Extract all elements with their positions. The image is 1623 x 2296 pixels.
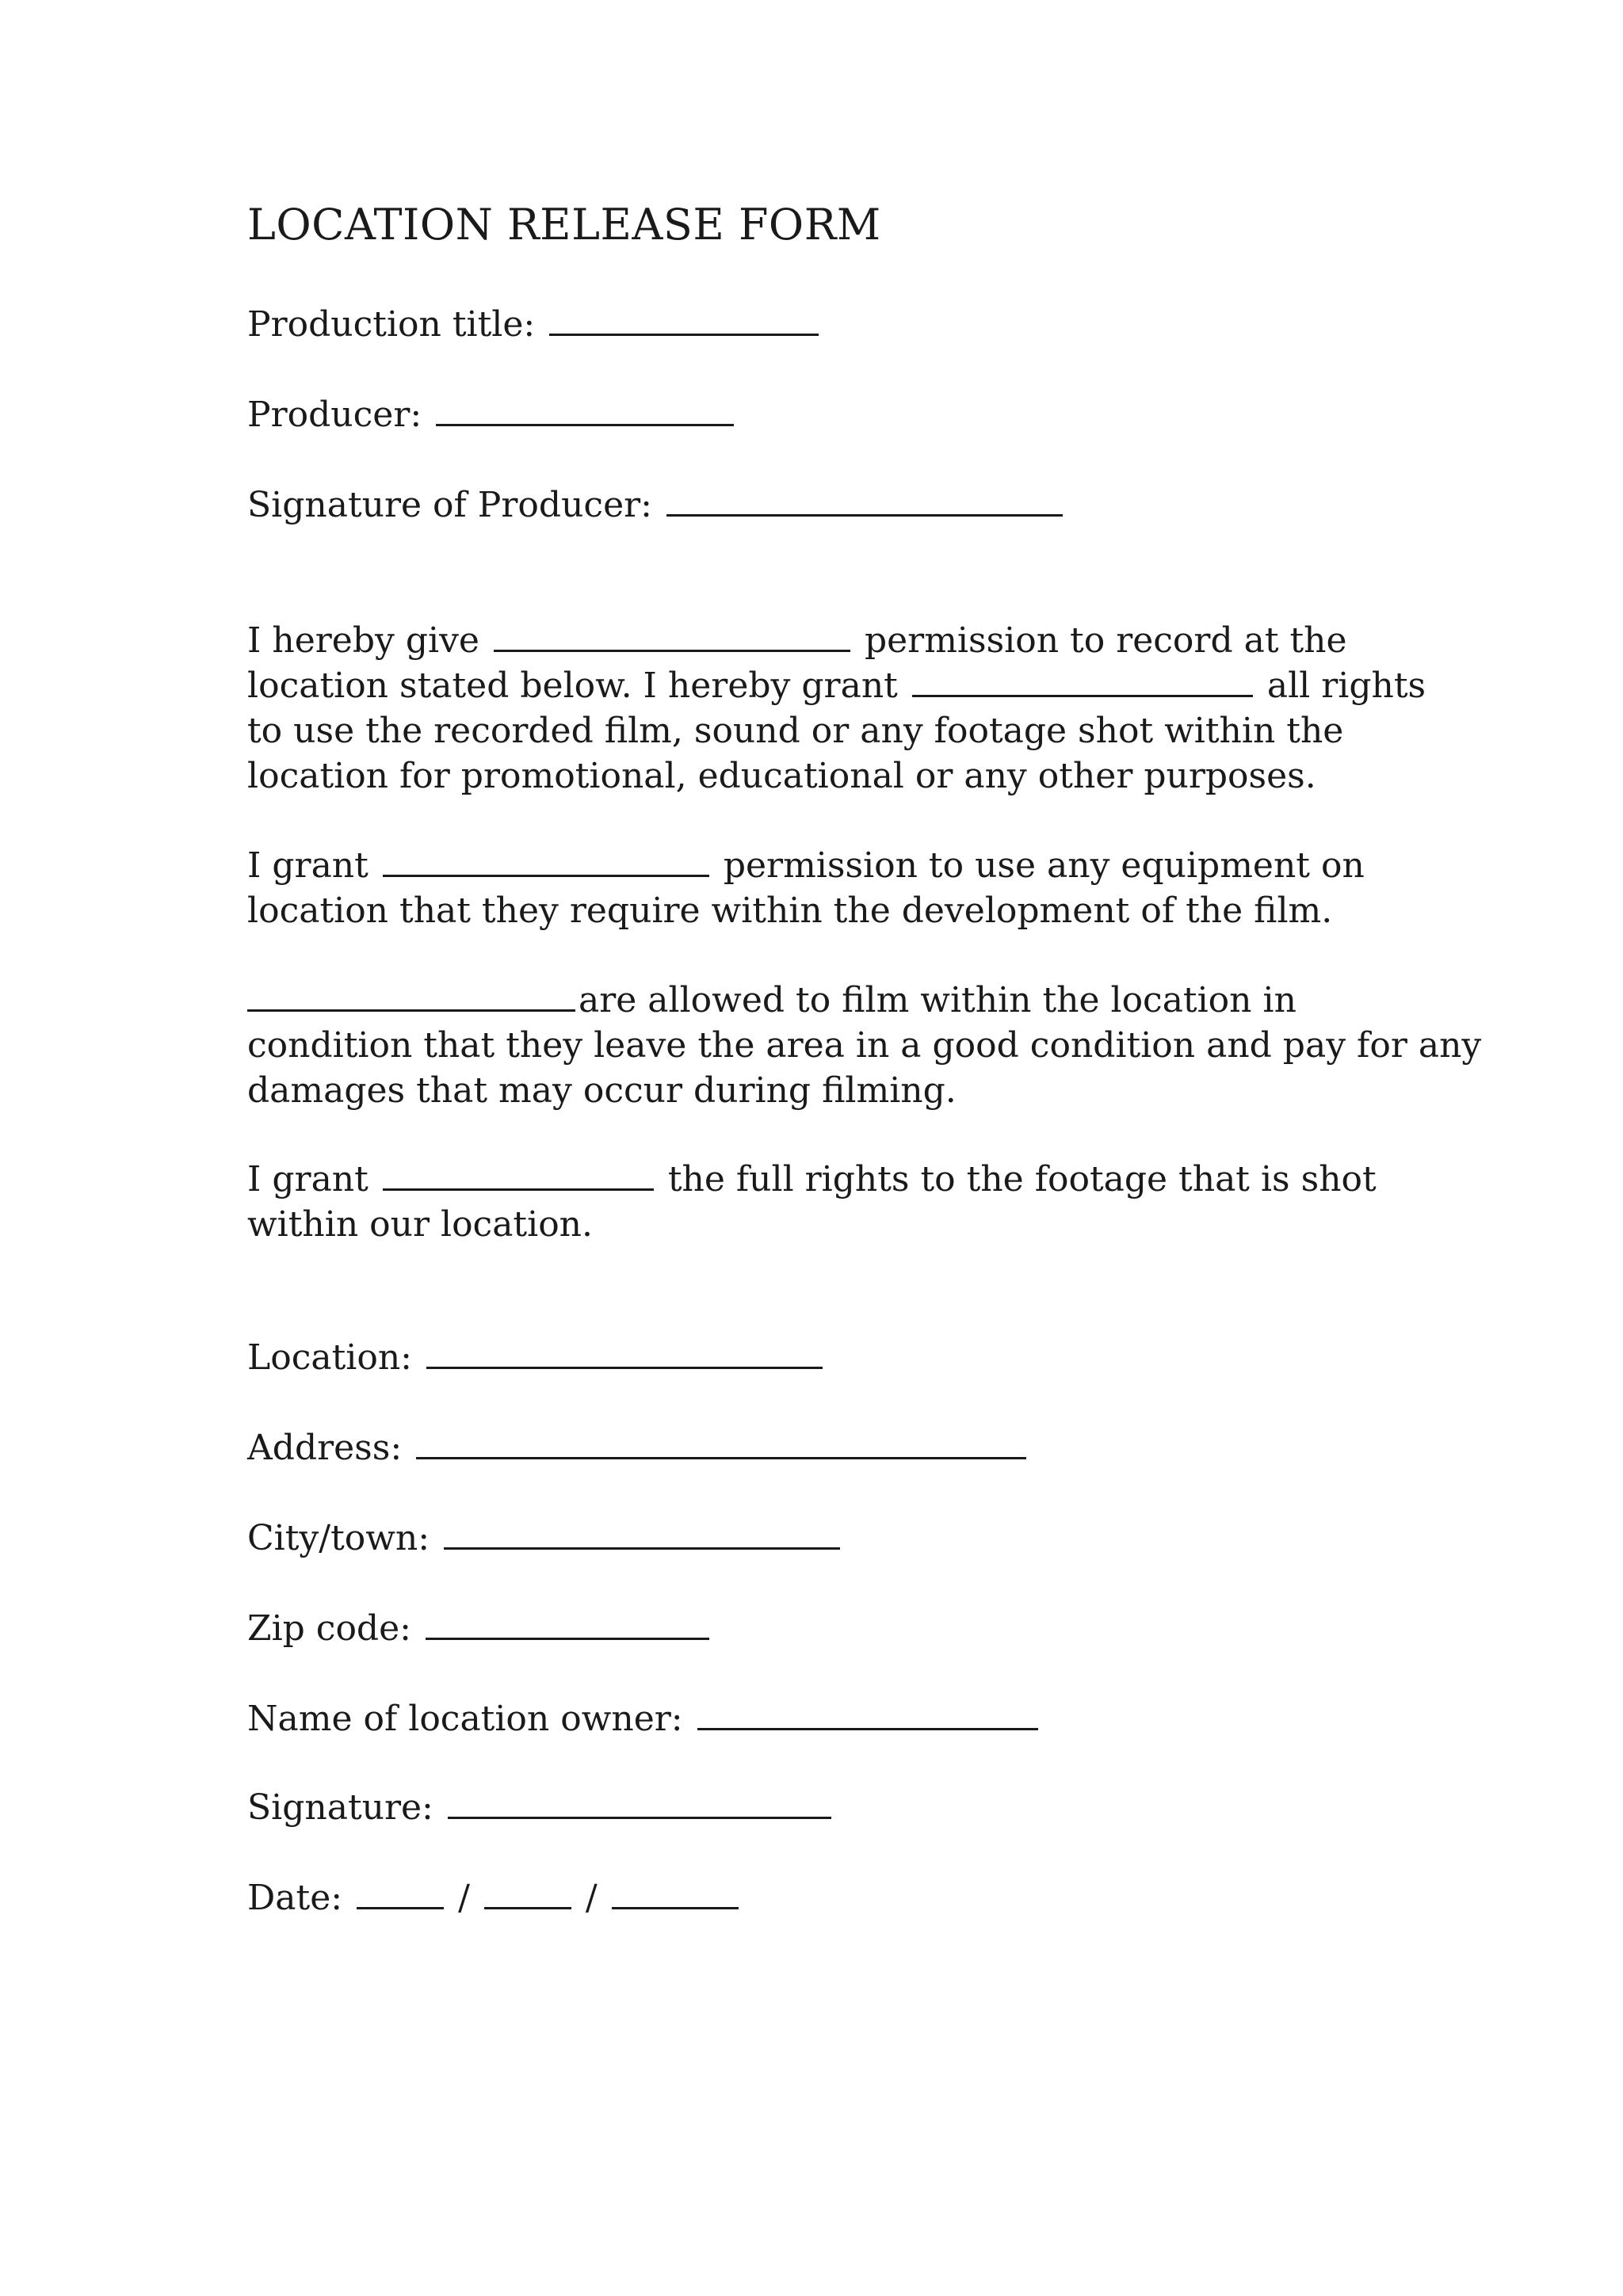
signature-label: Signature: [247,1787,433,1828]
signature-field [247,1786,834,1830]
paragraph-line [247,978,1404,1023]
paragraph-line: damages that may occur during filming. [247,1070,957,1111]
signature-of-producer-blank[interactable] [666,484,1063,517]
city-town-blank[interactable] [444,1517,840,1550]
location-field [247,1336,826,1380]
paragraph-text: I hereby give [247,620,479,661]
paragraph-text: are allowed to film within the location in [579,980,1296,1020]
signature-blank[interactable] [448,1787,831,1819]
date-year-blank[interactable] [612,1877,739,1909]
footage-grantee-blank[interactable] [383,1158,654,1191]
date-field [247,1876,742,1920]
date-label: Date: [247,1878,343,1918]
paragraph-line: to use the recorded film, sound or any footage shot within the [247,711,1344,751]
paragraph-text: permission to use any equipment on [723,845,1365,886]
signature-of-producer-label: Signature of Producer: [247,485,652,525]
paragraph-line: within our location. [247,1204,594,1245]
equipment-grantee-blank[interactable] [383,845,709,877]
filming-condition-paragraph [247,978,1482,1113]
paragraph-text: I grant [247,1159,369,1199]
zip-code-field [247,1607,712,1651]
paragraph-line: location for promotional, educational or any other purposes. [247,756,1316,796]
zip-code-label: Zip code: [247,1608,411,1649]
address-blank[interactable] [416,1427,1026,1459]
date-month-blank[interactable] [357,1877,444,1909]
location-owner-blank[interactable] [697,1698,1038,1730]
filming-party-blank[interactable] [247,979,575,1012]
footage-rights-paragraph [247,1157,1404,1247]
paragraph-text: I grant [247,845,369,886]
paragraph-text: all rights [1266,666,1426,706]
location-owner-label: Name of location owner: [247,1699,683,1739]
address-label: Address: [247,1428,403,1468]
grantee-blank[interactable] [912,665,1253,697]
production-title-label: Production title: [247,304,536,345]
date-separator: / [458,1878,470,1918]
location-label: Location: [247,1337,412,1378]
production-title-blank[interactable] [549,303,819,336]
location-owner-field [247,1697,1041,1741]
producer-blank[interactable] [436,394,734,426]
production-title-field [247,303,822,347]
city-town-field [247,1516,843,1561]
paragraph-line [247,663,1426,708]
equipment-paragraph [247,843,1404,933]
paragraph-line: condition that they leave the area in a good condition and pay for any [247,1025,1482,1066]
date-separator: / [585,1878,598,1918]
paragraph-line [247,843,1404,888]
location-blank[interactable] [426,1337,823,1369]
address-field [247,1426,1029,1470]
paragraph-line [247,618,1404,663]
producer-label: Producer: [247,395,422,435]
permission-paragraph [247,618,1426,799]
city-town-label: City/town: [247,1518,430,1558]
paragraph-line: location that they require within the development of the film. [247,891,1333,931]
signature-of-producer-field [247,483,1066,528]
recipient-blank[interactable] [494,620,850,652]
paragraph-line [247,1157,1404,1202]
paragraph-text: the full rights to the footage that is shot [667,1159,1377,1199]
page-title: LOCATION RELEASE FORM [247,200,881,250]
paragraph-text: location stated below. I hereby grant [247,666,898,706]
producer-field [247,393,737,437]
zip-code-blank[interactable] [426,1608,709,1640]
paragraph-text: permission to record at the [864,620,1347,661]
date-day-blank[interactable] [484,1877,571,1909]
